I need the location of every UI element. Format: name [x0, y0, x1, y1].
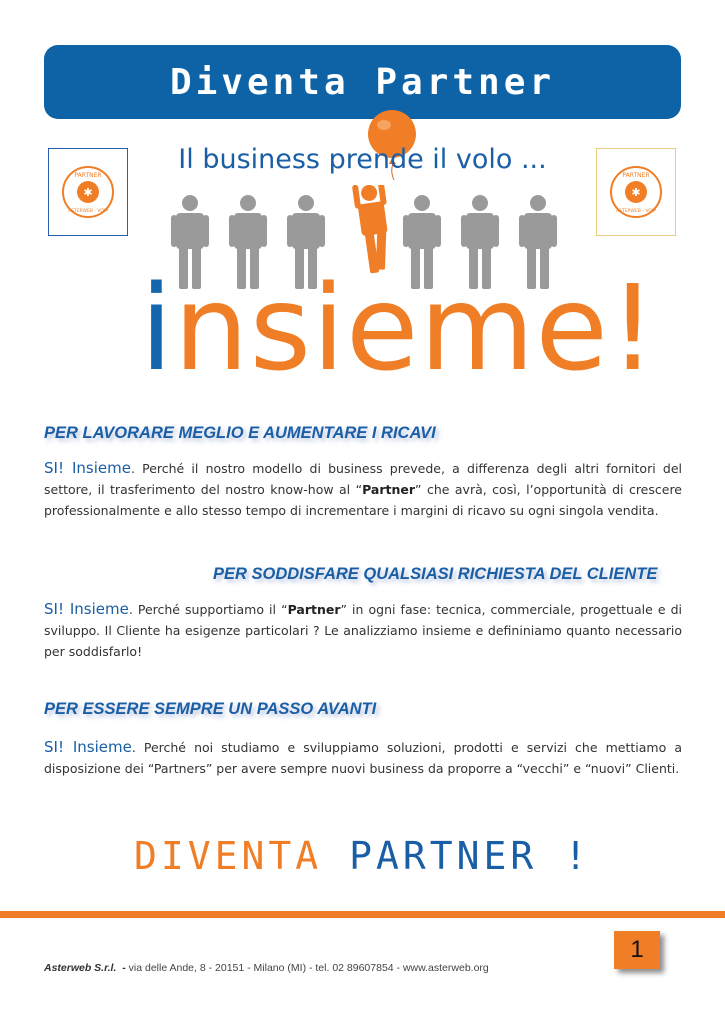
- svg-text:✱: ✱: [631, 186, 641, 199]
- call-to-action: DIVENTA PARTNER !: [134, 834, 591, 878]
- svg-text:PARTNER: PARTNER: [622, 172, 650, 179]
- footer-address: via delle Ande, 8 - 20151 - Milano (MI) - tel. 02 89607854 - www.asterweb.org: [128, 962, 489, 974]
- footer-divider: [0, 911, 725, 918]
- section-lead: SI! Insieme: [44, 459, 131, 477]
- section-lead: SI! Insieme: [44, 738, 132, 756]
- hero-word: [140, 258, 657, 398]
- svg-text:✱: ✱: [83, 186, 93, 199]
- section-heading-1: PER LAVORARE MEGLIO E AUMENTARE I RICAVI: [44, 424, 436, 442]
- section-paragraph-2: SI! Insieme. Perché supportiamo il “Partner” in ogni fase: tecnica, commerciale, progettuale e di sviluppo. Il Cliente ha esigenze particolari ? Le analizziamo insieme e defininiamo quanto necessario per soddisfarlo!: [44, 600, 683, 659]
- hero-first-letter: i: [140, 259, 174, 397]
- section-heading-2: PER SODDISFARE QUALSIASI RICHIESTA DEL CLIENTE: [213, 565, 658, 583]
- svg-text:ASTERWEB - VOIP: ASTERWEB - VOIP: [68, 209, 108, 214]
- section-paragraph-3: SI! Insieme. Perché noi studiamo e sviluppiamo soluzioni, prodotti e servizi che mettiamo a disposizione dei “Partners” per avere sempre nuovi business da proporre a “vecchi” e “nuovi” Clienti.: [44, 738, 682, 776]
- header-banner: [44, 45, 681, 119]
- header-title: Diventa Partner: [169, 61, 556, 103]
- svg-text:ASTERWEB - VOIP: ASTERWEB - VOIP: [616, 209, 656, 214]
- section-heading-3: PER ESSERE SEMPRE UN PASSO AVANTI: [44, 700, 377, 718]
- svg-text:PARTNER: PARTNER: [74, 172, 102, 179]
- section-paragraph-1: SI! Insieme. Perché il nostro modello di business prevede, a differenza degli altri fornitori del settore, il trasferimento del nostro know-how al “Partner” che avrà, così, l’opportunità di crescere professionalmente e allo stesso tempo di incrementare i margini di ricavo su ogni singola vendita.: [44, 459, 682, 518]
- section-lead: SI! Insieme: [44, 600, 129, 618]
- hero-rest: nsieme!: [173, 259, 658, 397]
- tagline: Il business prende il volo ...: [178, 144, 547, 175]
- footer-company: Asterweb S.r.l.: [44, 962, 117, 974]
- footer: Asterweb S.r.l. - via delle Ande, 8 - 20151 - Milano (MI) - tel. 02 89607854 - www.asterweb.org: [44, 962, 489, 974]
- page-number: 1: [614, 931, 660, 969]
